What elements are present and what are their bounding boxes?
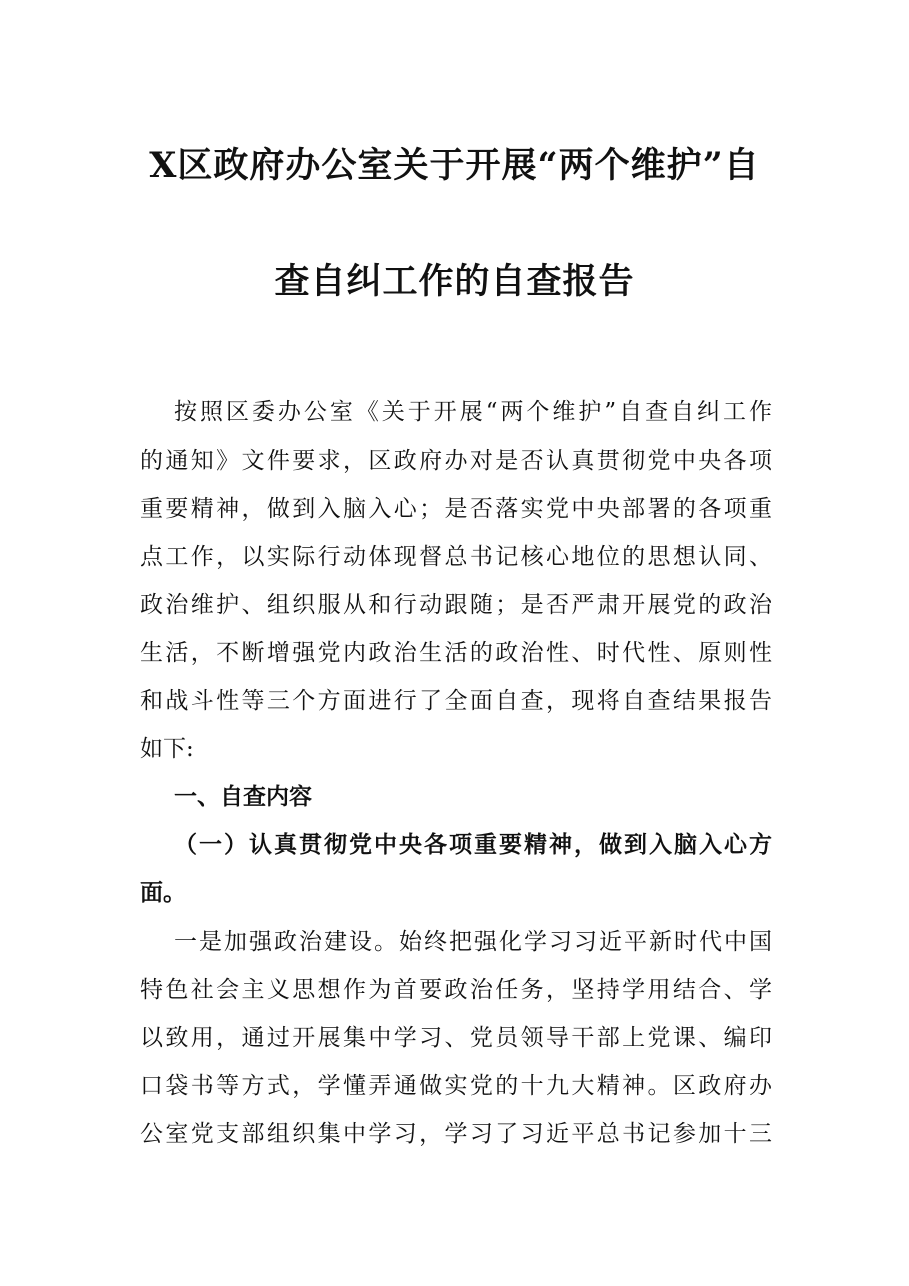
intro-line: 政治维护、组织服从和行动跟随；是否严肃开展党的政治 xyxy=(140,592,772,618)
body-line: 口袋书等方式，学懂弄通做实党的十九大精神。区政府办 xyxy=(140,1073,772,1099)
section-heading: 一、自查内容 xyxy=(174,783,312,810)
body-line: 以致用，通过开展集中学习、党员领导干部上党课、编印 xyxy=(140,1025,772,1051)
intro-line: 如下: xyxy=(140,736,194,762)
intro-line: 和战斗性等三个方面进行了全面自查，现将自查结果报告 xyxy=(140,688,772,714)
document-title-line-2: 查自纠工作的自查报告 xyxy=(274,261,635,302)
intro-line: 点工作，以实际行动体现督总书记核心地位的思想认同、 xyxy=(140,544,772,570)
intro-line: 生活，不断增强党内政治生活的政治性、时代性、原则性 xyxy=(140,640,772,666)
subsection-heading-line: 面。 xyxy=(140,879,186,906)
intro-line: 按照区委办公室《关于开展“两个维护”自查自纠工作 xyxy=(174,399,772,425)
body-line: 一是加强政治建设。始终把强化学习习近平新时代中国 xyxy=(174,929,772,955)
document-title-line-1: X区政府办公室关于开展“两个维护”自 xyxy=(149,145,760,186)
body-line: 公室党支部组织集中学习，学习了习近平总书记参加十三 xyxy=(140,1121,772,1147)
body-line: 特色社会主义思想作为首要政治任务，坚持学用结合、学 xyxy=(140,977,772,1003)
subsection-heading-line: （一）认真贯彻党中央各项重要精神，做到入脑入心方 xyxy=(174,831,772,858)
intro-line: 的通知》文件要求，区政府办对是否认真贯彻党中央各项 xyxy=(140,448,772,474)
intro-line: 重要精神，做到入脑入心；是否落实党中央部署的各项重 xyxy=(140,496,772,522)
